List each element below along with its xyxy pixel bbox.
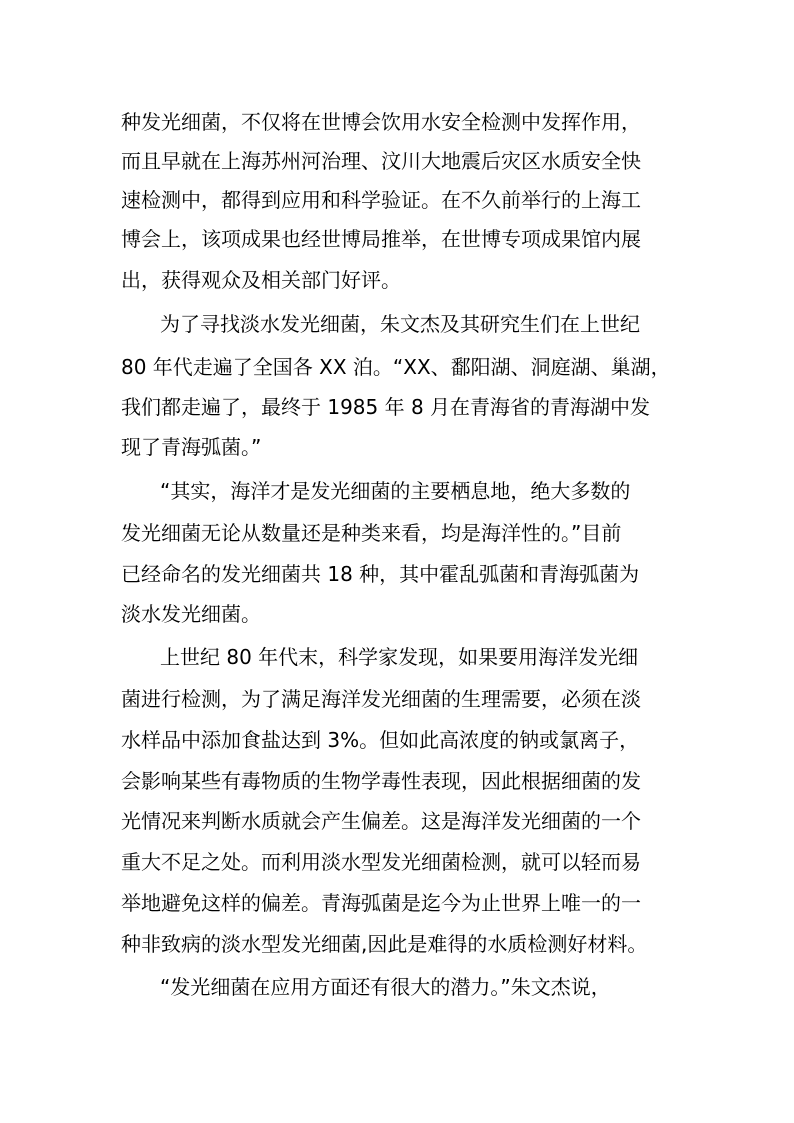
text-line: 速检测中，都得到应用和科学验证。在不久前举行的上海工: [121, 188, 641, 212]
text-line: “其实，海洋才是发光细菌的主要栖息地，绝大多数的: [160, 479, 631, 503]
text-line: 种非致病的淡水型发光细菌,因此是难得的水质检测好材料。: [121, 932, 648, 956]
text-line: 重大不足之处。而利用淡水型发光细菌检测，就可以轻而易: [121, 850, 641, 874]
text-line: 博会上，该项成果也经世博局推举，在世博专项成果馆内展: [121, 227, 641, 251]
text-line: 会影响某些有毒物质的生物学毒性表现，因此根据细菌的发: [121, 769, 641, 793]
text-line: 水样品中添加食盐达到 3%。但如此高浓度的钠或氯离子，: [121, 728, 640, 752]
text-line: 光情况来判断水质就会产生偏差。这是海洋发光细菌的一个: [121, 809, 641, 833]
text-line: 菌进行检测，为了满足海洋发光细菌的生理需要，必须在淡: [121, 687, 641, 711]
text-line: 已经命名的发光细菌共 18 种，其中霍乱弧菌和青海弧菌为: [121, 562, 640, 586]
text-line: 为了寻找淡水发光细菌，朱文杰及其研究生们在上世纪: [160, 312, 640, 336]
text-line: 淡水发光细菌。: [121, 602, 261, 626]
text-line: 出，获得观众及相关部门好评。: [121, 268, 401, 292]
text-line: 我们都走遍了，最终于 1985 年 8 月在青海省的青海湖中发: [121, 395, 651, 419]
text-line: 现了青海弧菌。”: [121, 435, 262, 459]
text-line: 80 年代走遍了全国各 XX 泊。“XX、鄱阳湖、洞庭湖、巢湖，: [121, 355, 671, 379]
text-line: 而且早就在上海苏州河治理、汶川大地震后灾区水质安全快: [121, 149, 641, 173]
text-line: “发光细菌在应用方面还有很大的潜力。”朱文杰说，: [160, 975, 611, 999]
text-line: 举地避免这样的偏差。青海弧菌是迄今为止世界上唯一的一: [121, 891, 641, 915]
text-line: 上世纪 80 年代末，科学家发现，如果要用海洋发光细: [160, 645, 639, 669]
text-line: 种发光细菌，不仅将在世博会饮用水安全检测中发挥作用，: [121, 110, 641, 134]
text-line: 发光细菌无论从数量还是种类来看，均是海洋性的。”目前: [121, 521, 622, 545]
